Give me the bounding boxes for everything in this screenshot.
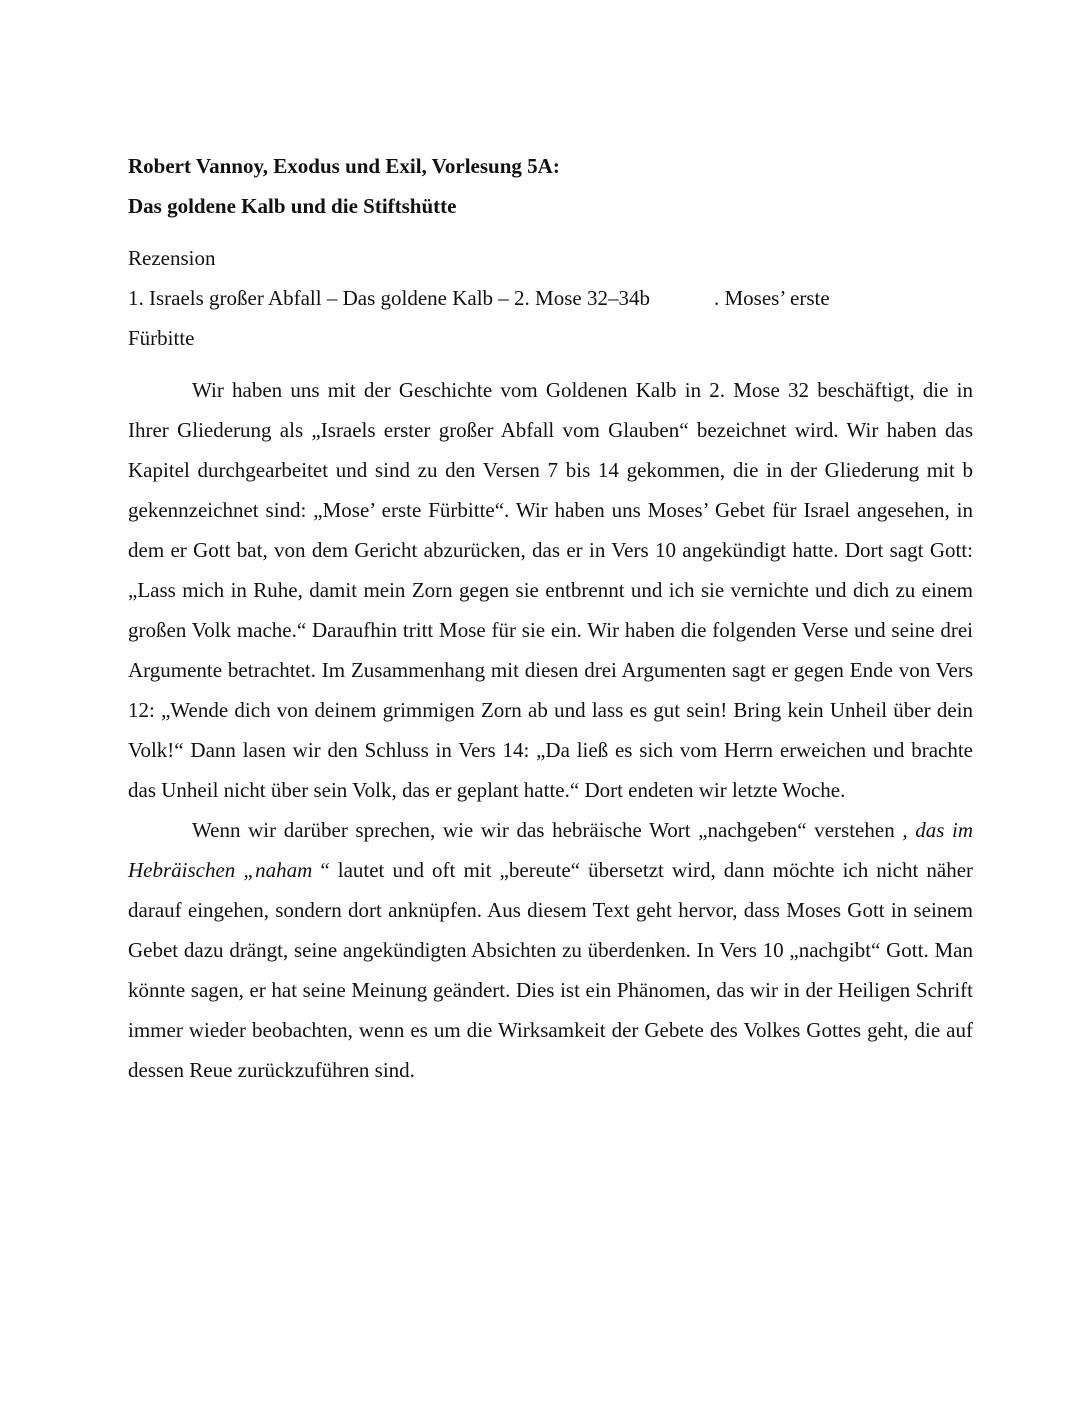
paragraph-2-italic-term: , das im Hebräischen „naham — [128, 818, 973, 882]
outline-heading-part-1: 1. Israels großer Abfall – Das goldene Kalb – 2. Mose 32–34b — [128, 286, 650, 310]
outline-heading-part-2: . Moses’ erste — [713, 286, 830, 310]
body-paragraph-2 — [128, 810, 973, 1090]
paragraph-2-part-1: Wenn wir darüber sprechen, wie wir das hebräische Wort „nachgeben“ verstehen — [192, 818, 895, 842]
document-title-line-2: Das goldene Kalb und die Stiftshütte — [128, 194, 457, 218]
paragraph-2-part-2: “ lautet und oft mit „bereute“ übersetzt wird, dann möchte ich nicht näher darauf eingehen, sondern dort anknüpfen. Aus diesem Text geht hervor, dass Moses Gott in seinem Gebet dazu drängt, seine angekündigten Absichten zu überdenken. In Vers 10 „nachgibt“ Gott. Man könnte sagen, er hat seine Meinung geändert. Dies ist ein Phänomen, das wir in der Heiligen Schrift immer wieder beobachten, wenn es um die Wirksamkeit der Gebete des Volkes Gottes geht, die auf dessen Reue zurückzuführen sind. — [128, 858, 974, 1082]
document-title-line-1: Robert Vannoy, Exodus und Exil, Vorlesung 5A: — [128, 154, 560, 178]
document-page — [128, 146, 973, 1090]
section-label: Rezension — [128, 246, 216, 270]
body-paragraph-1: Wir haben uns mit der Geschichte vom Goldenen Kalb in 2. Mose 32 beschäftigt, die in Ihrer Gliederung als „Israels erster großer Abfall vom Glauben“ bezeichnet wird. Wir haben das Kapitel durchgearbeitet und sind zu den Versen 7 bis 14 gekommen, die in der Gliederung mit b gekennzeichnet sind: „Mose’ erste Fürbitte“. Wir haben uns Moses’ Gebet für Israel angesehen, in dem er Gott bat, von dem Gericht abzurücken, das er in Vers 10 angekündigt hatte. Dort sagt Gott: „Lass mich in Ruhe, damit mein Zorn gegen sie entbrennt und ich sie vernichte und dich zu einem großen Volk mache.“ Daraufhin tritt Mose für sie ein. Wir haben die folgenden Verse und seine drei Argumente betrachtet. Im Zusammenhang mit diesen drei Argumenten sagt er gegen Ende von Vers 12: „Wende dich von deinem grimmigen Zorn ab und lass es gut sein! Bring kein Unheil über dein Volk!“ Dann lasen wir den Schluss in Vers 14: „Da ließ es sich vom Herrn erweichen und brachte das Unheil nicht über sein Volk, das er geplant hatte.“ Dort endeten wir letzte Woche. — [128, 378, 973, 802]
outline-heading-continued: Fürbitte — [128, 326, 195, 350]
outline-heading — [128, 278, 973, 318]
